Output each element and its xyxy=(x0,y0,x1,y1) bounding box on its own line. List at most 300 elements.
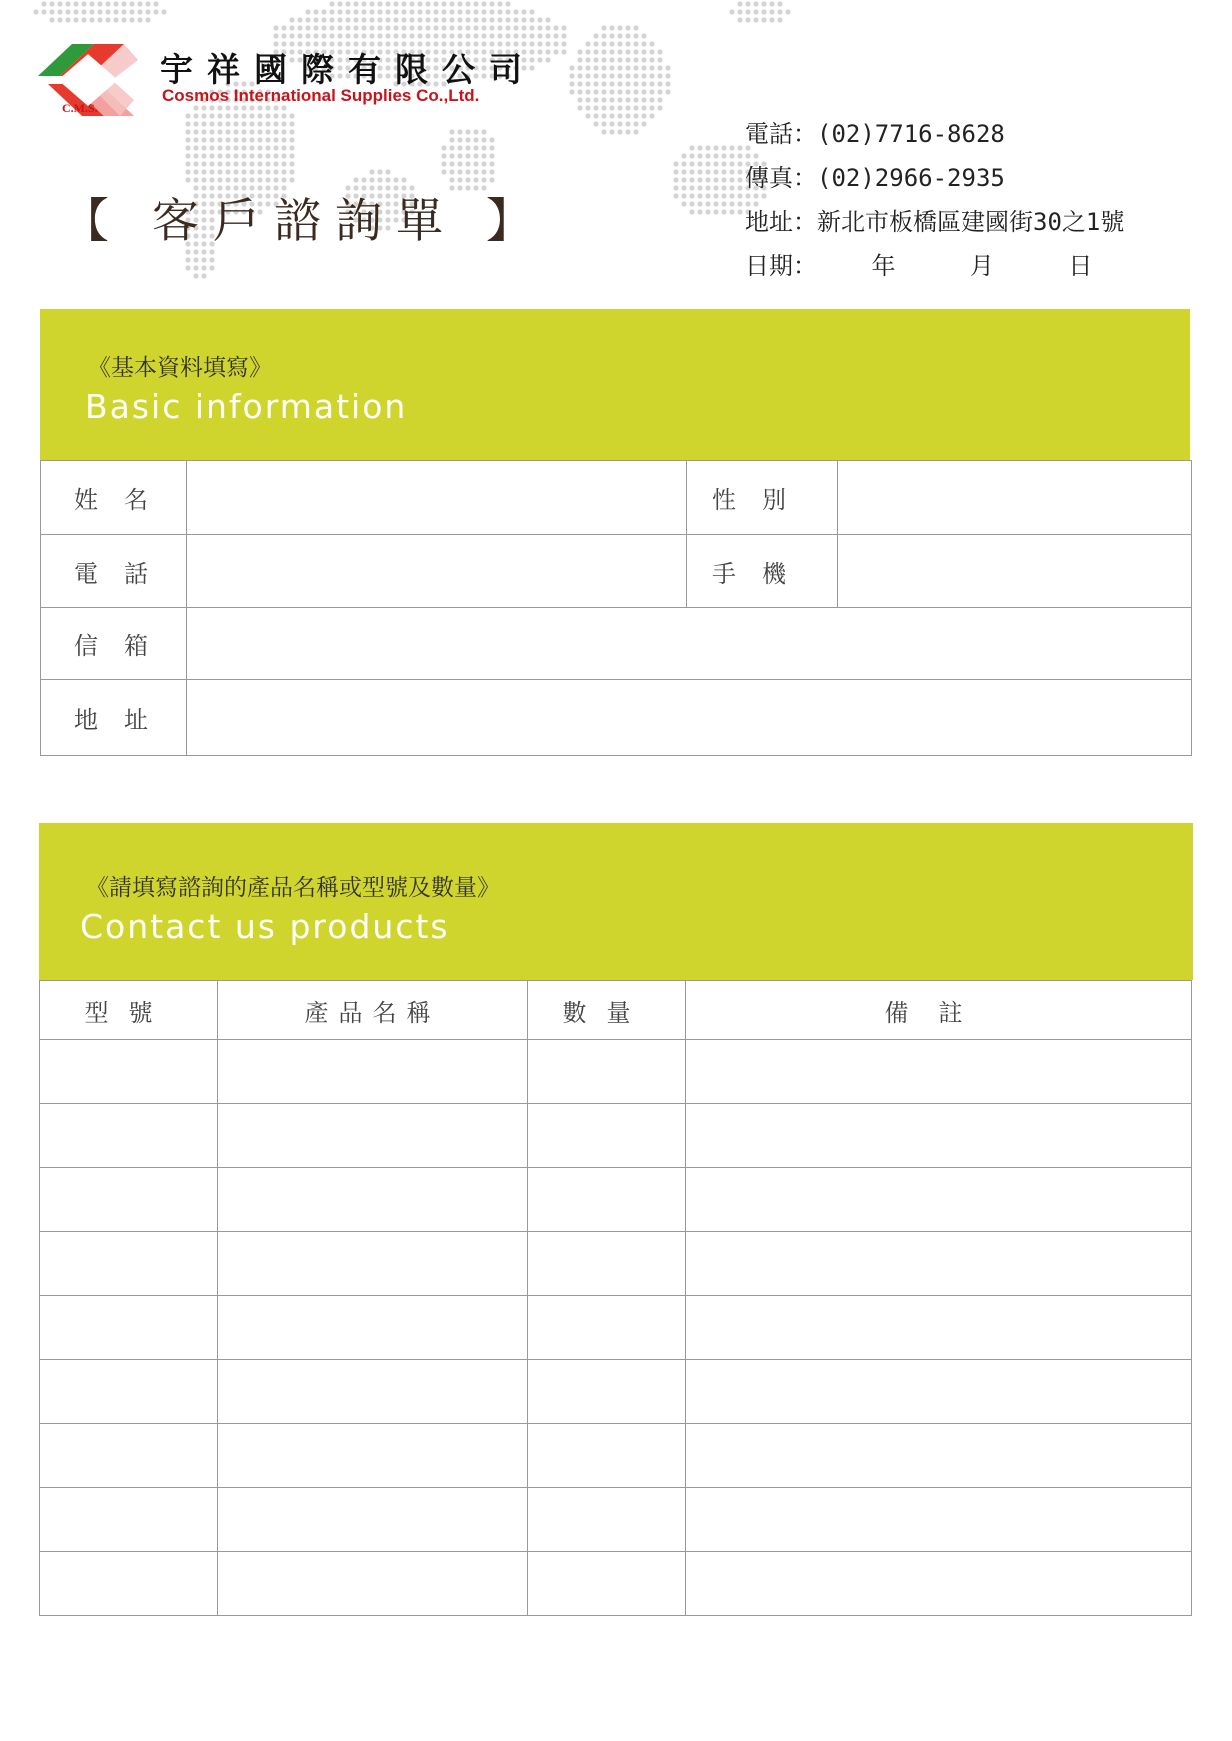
map-dot xyxy=(505,1,510,6)
map-dot xyxy=(641,65,646,70)
quantity-cell[interactable] xyxy=(528,1360,686,1424)
map-dot xyxy=(585,81,590,86)
map-dot xyxy=(505,25,510,30)
map-dot xyxy=(697,193,702,198)
model-cell[interactable] xyxy=(40,1424,218,1488)
map-dot xyxy=(137,1,142,6)
map-dot xyxy=(481,161,486,166)
mobile-field[interactable] xyxy=(838,535,1192,608)
map-dot xyxy=(649,105,654,110)
map-dot xyxy=(585,73,590,78)
map-dot xyxy=(713,185,718,190)
map-dot xyxy=(241,145,246,150)
map-dot xyxy=(537,33,542,38)
map-dot xyxy=(193,145,198,150)
map-dot xyxy=(281,153,286,158)
map-dot xyxy=(721,177,726,182)
map-dot xyxy=(729,145,734,150)
map-dot xyxy=(201,145,206,150)
remarks-cell[interactable] xyxy=(686,1104,1192,1168)
map-dot xyxy=(289,121,294,126)
company-name-cn: 宇祥國際有限公司 xyxy=(160,50,536,89)
map-dot xyxy=(465,145,470,150)
map-dot xyxy=(193,177,198,182)
phone-field[interactable] xyxy=(187,535,687,608)
map-dot xyxy=(57,9,62,14)
map-dot xyxy=(497,25,502,30)
model-cell[interactable] xyxy=(40,1552,218,1616)
map-dot xyxy=(297,33,302,38)
map-dot xyxy=(489,169,494,174)
map-dot xyxy=(289,145,294,150)
map-dot xyxy=(385,1,390,6)
map-dot xyxy=(201,265,206,270)
map-dot xyxy=(633,57,638,62)
map-dot xyxy=(625,57,630,62)
map-dot xyxy=(449,153,454,158)
map-dot xyxy=(385,9,390,14)
map-dot xyxy=(185,169,190,174)
map-dot xyxy=(209,153,214,158)
map-dot xyxy=(609,81,614,86)
map-dot xyxy=(465,137,470,142)
map-dot xyxy=(769,17,774,22)
quantity-cell[interactable] xyxy=(528,1296,686,1360)
map-dot xyxy=(449,137,454,142)
map-dot xyxy=(713,201,718,206)
map-dot xyxy=(481,33,486,38)
map-dot xyxy=(625,113,630,118)
map-dot xyxy=(457,25,462,30)
map-dot xyxy=(113,1,118,6)
map-dot xyxy=(209,161,214,166)
map-dot xyxy=(265,145,270,150)
map-dot xyxy=(577,65,582,70)
map-dot xyxy=(689,209,694,214)
model-cell[interactable] xyxy=(40,1296,218,1360)
map-dot xyxy=(545,49,550,54)
map-dot xyxy=(265,177,270,182)
map-dot xyxy=(257,137,262,142)
map-dot xyxy=(225,137,230,142)
map-dot xyxy=(705,193,710,198)
map-dot xyxy=(241,113,246,118)
products-title-cn: 《請填寫諮詢的產品名稱或型號及數量》 xyxy=(86,875,500,901)
map-dot xyxy=(433,17,438,22)
map-dot xyxy=(289,17,294,22)
quantity-cell[interactable] xyxy=(528,1424,686,1488)
map-dot xyxy=(449,177,454,182)
table-row xyxy=(40,1040,1192,1104)
map-dot xyxy=(137,17,142,22)
map-dot xyxy=(377,1,382,6)
map-dot xyxy=(465,17,470,22)
map-dot xyxy=(737,185,742,190)
map-dot xyxy=(681,153,686,158)
map-dot xyxy=(97,9,102,14)
remarks-cell[interactable] xyxy=(686,1296,1192,1360)
map-dot xyxy=(249,169,254,174)
map-dot xyxy=(465,153,470,158)
map-dot xyxy=(209,169,214,174)
map-dot xyxy=(201,273,206,278)
map-dot xyxy=(49,1,54,6)
map-dot xyxy=(209,129,214,134)
map-dot xyxy=(417,1,422,6)
map-dot xyxy=(457,1,462,6)
map-dot xyxy=(449,1,454,6)
map-dot xyxy=(713,145,718,150)
map-dot xyxy=(361,1,366,6)
map-dot xyxy=(697,185,702,190)
address-field[interactable] xyxy=(187,680,1192,756)
map-dot xyxy=(137,9,142,14)
map-dot xyxy=(689,201,694,206)
map-dot xyxy=(305,17,310,22)
model-cell[interactable] xyxy=(40,1232,218,1296)
map-dot xyxy=(609,89,614,94)
map-dot xyxy=(601,121,606,126)
quantity-cell[interactable] xyxy=(528,1232,686,1296)
map-dot xyxy=(233,121,238,126)
map-dot xyxy=(625,65,630,70)
quantity-cell[interactable] xyxy=(528,1040,686,1104)
map-dot xyxy=(481,1,486,6)
quantity-cell[interactable] xyxy=(528,1168,686,1232)
column-header-model: 型號 xyxy=(40,981,218,1040)
map-dot xyxy=(673,169,678,174)
map-dot xyxy=(729,201,734,206)
map-dot xyxy=(233,177,238,182)
map-dot xyxy=(617,57,622,62)
map-dot xyxy=(281,105,286,110)
map-dot xyxy=(601,129,606,134)
map-dot xyxy=(481,17,486,22)
map-dot xyxy=(729,161,734,166)
map-dot xyxy=(225,177,230,182)
map-dot xyxy=(241,121,246,126)
map-dot xyxy=(265,105,270,110)
map-dot xyxy=(153,1,158,6)
map-dot xyxy=(217,161,222,166)
map-dot xyxy=(545,17,550,22)
quantity-cell[interactable] xyxy=(528,1104,686,1168)
map-dot xyxy=(729,185,734,190)
address-line: 地址：新北市板橋區建國街30之1號 xyxy=(745,208,1125,236)
map-dot xyxy=(369,169,374,174)
map-dot xyxy=(369,25,374,30)
map-dot xyxy=(625,105,630,110)
map-dot xyxy=(465,33,470,38)
map-dot xyxy=(265,161,270,166)
map-dot xyxy=(473,129,478,134)
map-dot xyxy=(649,49,654,54)
map-dot xyxy=(633,33,638,38)
map-dot xyxy=(193,161,198,166)
map-dot xyxy=(241,161,246,166)
map-dot xyxy=(689,169,694,174)
map-dot xyxy=(649,89,654,94)
map-dot xyxy=(241,105,246,110)
map-dot xyxy=(737,1,742,6)
remarks-cell[interactable] xyxy=(686,1424,1192,1488)
map-dot xyxy=(401,25,406,30)
map-dot xyxy=(465,177,470,182)
map-dot xyxy=(617,97,622,102)
remarks-cell[interactable] xyxy=(686,1232,1192,1296)
map-dot xyxy=(481,137,486,142)
map-dot xyxy=(513,33,518,38)
map-dot xyxy=(585,97,590,102)
map-dot xyxy=(561,33,566,38)
phone-line: 電話：(02)7716-8628 xyxy=(745,120,1005,148)
remarks-cell[interactable] xyxy=(686,1360,1192,1424)
company-name-en: Cosmos International Supplies Co.,Ltd. xyxy=(162,86,480,105)
map-dot xyxy=(473,17,478,22)
map-dot xyxy=(281,33,286,38)
map-dot xyxy=(481,129,486,134)
map-dot xyxy=(489,17,494,22)
basic-info-table xyxy=(40,460,1192,756)
email-field[interactable] xyxy=(187,608,1192,680)
map-dot xyxy=(273,121,278,126)
map-dot xyxy=(241,177,246,182)
table-row xyxy=(40,1552,1192,1616)
model-cell[interactable] xyxy=(40,1488,218,1552)
map-dot xyxy=(345,33,350,38)
map-dot xyxy=(585,113,590,118)
map-dot xyxy=(217,113,222,118)
map-dot xyxy=(289,25,294,30)
map-dot xyxy=(761,17,766,22)
product-name-cell[interactable] xyxy=(218,1552,528,1616)
map-dot xyxy=(329,33,334,38)
map-dot xyxy=(281,113,286,118)
map-dot xyxy=(281,169,286,174)
map-dot xyxy=(633,25,638,30)
map-dot xyxy=(617,105,622,110)
map-dot xyxy=(729,209,734,214)
map-dot xyxy=(689,177,694,182)
map-dot xyxy=(481,145,486,150)
map-dot xyxy=(609,25,614,30)
map-dot xyxy=(57,17,62,22)
map-dot xyxy=(705,209,710,214)
map-dot xyxy=(545,33,550,38)
map-dot xyxy=(585,49,590,54)
map-dot xyxy=(353,1,358,6)
map-dot xyxy=(217,121,222,126)
map-dot xyxy=(449,129,454,134)
map-dot xyxy=(377,25,382,30)
map-dot xyxy=(593,81,598,86)
map-dot xyxy=(361,9,366,14)
name-field[interactable] xyxy=(187,461,687,535)
map-dot xyxy=(145,1,150,6)
map-dot xyxy=(745,1,750,6)
map-dot xyxy=(721,169,726,174)
map-dot xyxy=(489,9,494,14)
map-dot xyxy=(617,25,622,30)
remarks-cell[interactable] xyxy=(686,1552,1192,1616)
map-dot xyxy=(689,145,694,150)
map-dot xyxy=(313,33,318,38)
map-dot xyxy=(745,17,750,22)
map-dot xyxy=(721,161,726,166)
map-dot xyxy=(481,25,486,30)
map-dot xyxy=(569,65,574,70)
product-name-cell[interactable] xyxy=(218,1168,528,1232)
map-dot xyxy=(657,65,662,70)
map-dot xyxy=(329,1,334,6)
map-dot xyxy=(577,97,582,102)
map-dot xyxy=(193,257,198,262)
model-cell[interactable] xyxy=(40,1360,218,1424)
map-dot xyxy=(313,25,318,30)
map-dot xyxy=(489,137,494,142)
map-dot xyxy=(745,9,750,14)
map-dot xyxy=(145,17,150,22)
map-dot xyxy=(609,41,614,46)
map-dot xyxy=(609,49,614,54)
gender-field[interactable] xyxy=(838,461,1192,535)
map-dot xyxy=(737,17,742,22)
map-dot xyxy=(201,169,206,174)
map-dot xyxy=(569,73,574,78)
map-dot xyxy=(633,89,638,94)
map-dot xyxy=(785,9,790,14)
remarks-cell[interactable] xyxy=(686,1040,1192,1104)
basic-info-title-cn: 《基本資料填寫》 xyxy=(88,355,272,381)
map-dot xyxy=(737,193,742,198)
product-name-cell[interactable] xyxy=(218,1424,528,1488)
map-dot xyxy=(601,105,606,110)
map-dot xyxy=(529,9,534,14)
map-dot xyxy=(185,153,190,158)
quantity-cell[interactable] xyxy=(528,1488,686,1552)
map-dot xyxy=(369,33,374,38)
map-dot xyxy=(441,9,446,14)
map-dot xyxy=(641,49,646,54)
product-name-cell[interactable] xyxy=(218,1360,528,1424)
map-dot xyxy=(457,17,462,22)
remarks-cell[interactable] xyxy=(686,1488,1192,1552)
map-dot xyxy=(593,105,598,110)
map-dot xyxy=(753,1,758,6)
map-dot xyxy=(737,201,742,206)
map-dot xyxy=(537,25,542,30)
map-dot xyxy=(281,129,286,134)
map-dot xyxy=(737,209,742,214)
map-dot xyxy=(473,177,478,182)
map-dot xyxy=(641,73,646,78)
map-dot xyxy=(601,81,606,86)
map-dot xyxy=(721,201,726,206)
map-dot xyxy=(209,145,214,150)
map-dot xyxy=(633,97,638,102)
map-dot xyxy=(689,153,694,158)
map-dot xyxy=(361,25,366,30)
map-dot xyxy=(473,137,478,142)
map-dot xyxy=(777,1,782,6)
map-dot xyxy=(633,49,638,54)
map-dot xyxy=(481,153,486,158)
map-dot xyxy=(81,17,86,22)
map-dot xyxy=(681,185,686,190)
product-name-cell[interactable] xyxy=(218,1104,528,1168)
map-dot xyxy=(129,17,134,22)
map-dot xyxy=(185,257,190,262)
map-dot xyxy=(457,9,462,14)
map-dot xyxy=(497,1,502,6)
map-dot xyxy=(641,57,646,62)
map-dot xyxy=(201,113,206,118)
model-cell[interactable] xyxy=(40,1040,218,1104)
map-dot xyxy=(633,41,638,46)
product-name-cell[interactable] xyxy=(218,1040,528,1104)
map-dot xyxy=(641,97,646,102)
map-dot xyxy=(449,9,454,14)
product-name-cell[interactable] xyxy=(218,1488,528,1552)
map-dot xyxy=(465,161,470,166)
map-dot xyxy=(353,25,358,30)
map-dot xyxy=(577,89,582,94)
map-dot xyxy=(729,153,734,158)
map-dot xyxy=(489,1,494,6)
map-dot xyxy=(553,33,558,38)
map-dot xyxy=(545,25,550,30)
map-dot xyxy=(673,185,678,190)
date-day-label: 日 xyxy=(1068,252,1093,280)
map-dot xyxy=(697,177,702,182)
map-dot xyxy=(281,137,286,142)
map-dot xyxy=(393,25,398,30)
map-dot xyxy=(393,17,398,22)
map-dot xyxy=(425,9,430,14)
map-dot xyxy=(185,177,190,182)
map-dot xyxy=(345,1,350,6)
model-cell[interactable] xyxy=(40,1104,218,1168)
map-dot xyxy=(473,9,478,14)
map-dot xyxy=(233,161,238,166)
map-dot xyxy=(681,169,686,174)
map-dot xyxy=(649,97,654,102)
map-dot xyxy=(569,81,574,86)
map-dot xyxy=(649,113,654,118)
map-dot xyxy=(209,121,214,126)
remarks-cell[interactable] xyxy=(686,1168,1192,1232)
map-dot xyxy=(537,49,542,54)
map-dot xyxy=(593,57,598,62)
phone-label: 電話 xyxy=(41,535,187,608)
map-dot xyxy=(593,89,598,94)
map-dot xyxy=(361,33,366,38)
quantity-cell[interactable] xyxy=(528,1552,686,1616)
map-dot xyxy=(625,97,630,102)
map-dot xyxy=(249,177,254,182)
map-dot xyxy=(537,41,542,46)
map-dot xyxy=(473,169,478,174)
map-dot xyxy=(257,153,262,158)
map-dot xyxy=(489,25,494,30)
map-dot xyxy=(625,121,630,126)
product-name-cell[interactable] xyxy=(218,1296,528,1360)
table-row xyxy=(40,1232,1192,1296)
product-name-cell[interactable] xyxy=(218,1232,528,1296)
map-dot xyxy=(473,161,478,166)
name-label: 姓名 xyxy=(41,461,187,535)
model-cell[interactable] xyxy=(40,1168,218,1232)
